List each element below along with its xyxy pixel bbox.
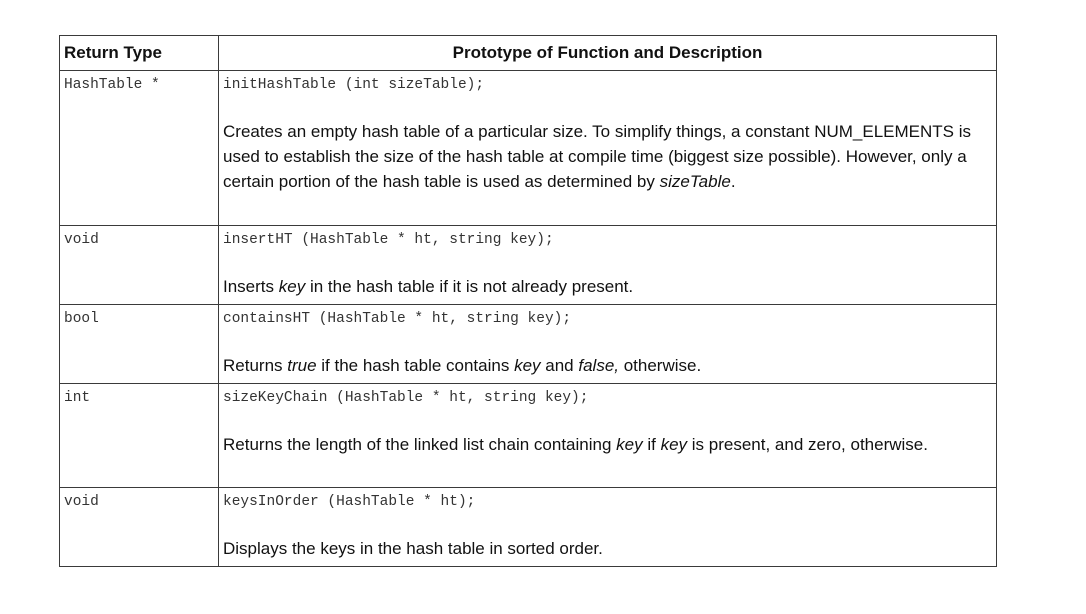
prototype-cell [219, 488, 997, 567]
return-type-header: Return Type [60, 36, 219, 71]
prototype-cell [219, 384, 997, 488]
function-description [223, 274, 992, 301]
function-prototype: keysInOrder (HashTable * ht); [223, 494, 476, 510]
return-type: bool [64, 311, 99, 327]
description-text: and [540, 356, 579, 375]
prototype-cell [219, 226, 997, 305]
description-italic-text: key [660, 435, 688, 454]
return-type-cell [60, 488, 219, 567]
table-row [60, 488, 997, 567]
return-type-cell [60, 226, 219, 305]
function-description [223, 353, 992, 380]
table-row [60, 305, 997, 384]
description-italic-text: key [278, 277, 306, 296]
prototype-header: Prototype of Function and Description [219, 36, 997, 71]
function-prototype: sizeKeyChain (HashTable * ht, string key); [223, 390, 589, 406]
table-row [60, 384, 997, 488]
description-italic-text: sizeTable [659, 172, 731, 191]
table-row [60, 226, 997, 305]
description-text: is present, and zero, otherwise. [687, 435, 928, 454]
description-text: in the hash table if it is not already present. [305, 277, 634, 296]
description-text: Displays the keys in the hash table in sorted order. [223, 539, 603, 558]
description-text: . [730, 172, 736, 191]
description-italic-text: key [616, 435, 643, 454]
function-description [223, 119, 992, 196]
function-description [223, 432, 992, 459]
description-italic-text: true [287, 356, 317, 375]
function-prototype: initHashTable (int sizeTable); [223, 77, 485, 93]
description-italic-text: false, [578, 356, 619, 375]
return-type: void [64, 494, 99, 510]
prototype-cell [219, 305, 997, 384]
description-text: Inserts [223, 277, 279, 296]
return-type-cell [60, 384, 219, 488]
description-text: Creates an empty hash table of a particular size. To simplify things, a constant NUM_ELEMENTS is used to establish the size of the hash table at compile time (biggest size possible). However, only a certain portion of the hash table is used as determined by [223, 122, 972, 191]
function-prototype: insertHT (HashTable * ht, string key); [223, 232, 554, 248]
header-row [60, 36, 997, 71]
return-type: void [64, 232, 99, 248]
description-text: Returns the length of the linked list chain containing [223, 435, 617, 454]
return-type: HashTable * [64, 77, 160, 93]
description-text: if the hash table contains [316, 356, 515, 375]
table-row [60, 71, 997, 226]
function-description [223, 536, 992, 563]
description-text: otherwise. [619, 356, 702, 375]
function-prototype: containsHT (HashTable * ht, string key); [223, 311, 572, 327]
prototype-cell [219, 71, 997, 226]
function-table [59, 35, 997, 567]
return-type-cell [60, 71, 219, 226]
description-italic-text: key [514, 356, 541, 375]
description-text: Returns [223, 356, 288, 375]
return-type: int [64, 390, 91, 406]
return-type-cell [60, 305, 219, 384]
description-text: if [642, 435, 661, 454]
